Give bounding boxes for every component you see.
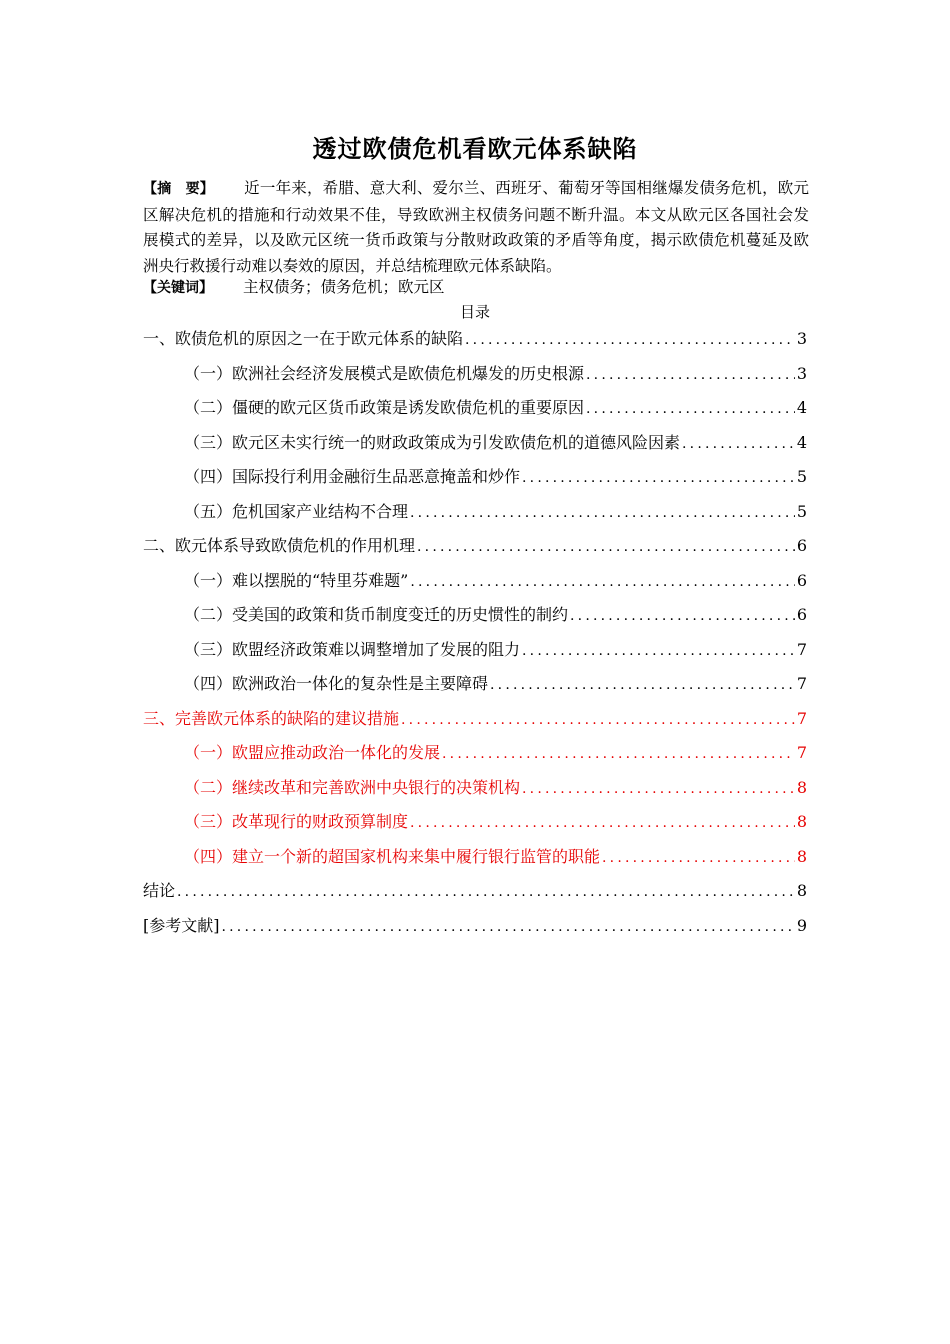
toc-dot-leader (520, 772, 795, 806)
toc-entry-page-number: 7 (796, 674, 807, 693)
toc-entry-page-number: 6 (796, 605, 807, 624)
keywords-text: 主权债务；债务危机；欧元区 (243, 278, 445, 296)
toc-entry[interactable] (143, 805, 807, 840)
toc-entry[interactable] (143, 667, 807, 702)
toc-entry-title: 二、欧元体系导致欧债危机的作用机理 (143, 536, 416, 555)
toc-entry[interactable] (143, 495, 807, 530)
toc-dot-leader (220, 910, 795, 944)
toc-entry[interactable] (143, 322, 807, 357)
toc-dot-leader (584, 358, 795, 392)
document-title: 透过欧债危机看欧元体系缺陷 (312, 135, 638, 163)
toc-entry[interactable] (143, 426, 807, 461)
toc-entry-page-number: 6 (796, 570, 807, 590)
toc-dot-leader (463, 323, 795, 357)
toc-entry[interactable] (143, 840, 807, 875)
toc-entry-title: （三）改革现行的财政预算制度 (184, 812, 409, 831)
toc-entry[interactable] (143, 771, 807, 806)
toc-dot-leader (415, 530, 795, 564)
toc-entry[interactable] (143, 391, 807, 426)
toc-dot-leader (520, 634, 795, 668)
toc-entry-title: 三、完善欧元体系的缺陷的建议措施 (143, 708, 400, 728)
toc-dot-leader (440, 737, 795, 771)
toc-heading: 目录 (459, 303, 490, 321)
toc-entry-title: （一）欧盟应推动政治一体化的发展 (184, 743, 441, 762)
toc-dot-leader (408, 496, 795, 530)
abstract-text: 近一年来，希腊、意大利、爱尔兰、西班牙、葡萄牙等国相继爆发债务危机，欧元区解决危机的措施和行动效果不佳，导致欧洲主权债务问题不断升温。本文从欧元区各国社会发展模式的差异，以及欧元区统一货币政策与分散财政政策的矛盾等角度，揭示欧债危机蔓延及欧洲央行救援行动难以奏效的原因，并总结梳理欧元体系缺陷。 (143, 179, 809, 275)
toc-entry[interactable] (143, 702, 807, 737)
toc-entry-page-number: 5 (796, 501, 807, 521)
abstract-paragraph (143, 176, 809, 279)
toc-entry[interactable] (143, 357, 807, 392)
toc-dot-leader (520, 461, 795, 495)
toc-entry-page-number: 8 (796, 881, 807, 900)
toc-entry-title: （五）危机国家产业结构不合理 (184, 501, 409, 521)
toc-entry-page-number: 3 (796, 363, 807, 383)
toc-entry[interactable] (143, 874, 807, 909)
toc-entry-title: 结论 (143, 881, 176, 900)
toc-entry[interactable] (143, 598, 807, 633)
toc-entry-title: （四）欧洲政治一体化的复杂性是主要障碍 (184, 674, 489, 693)
toc-entry[interactable] (143, 909, 807, 944)
toc-entry[interactable] (143, 529, 807, 564)
toc-entry-title: （二）继续改革和完善欧洲中央银行的决策机构 (184, 777, 521, 797)
toc-entry-title: （四）国际投行利用金融衍生品恶意掩盖和炒作 (184, 467, 521, 486)
toc-entry-page-number: 8 (796, 812, 807, 831)
toc-entry-page-number: 4 (796, 398, 807, 417)
toc-dot-leader (680, 427, 795, 461)
toc-dot-leader (600, 841, 795, 875)
toc-dot-leader (568, 599, 795, 633)
toc-dot-leader (399, 703, 795, 737)
keywords-line (143, 275, 809, 301)
toc-entry-title: （一）欧洲社会经济发展模式是欧债危机爆发的历史根源 (184, 363, 585, 383)
toc-entry-title: （三）欧盟经济政策难以调整增加了发展的阻力 (184, 639, 521, 659)
toc-dot-leader (584, 392, 795, 426)
toc-entry-page-number: 5 (796, 467, 807, 486)
toc-dot-leader (175, 875, 795, 909)
toc-entry-page-number: 3 (796, 329, 807, 348)
toc-dot-leader (408, 806, 795, 840)
toc-entry-page-number: 8 (796, 777, 807, 797)
toc-dot-leader (408, 565, 794, 599)
toc-entry-page-number: 7 (796, 639, 807, 659)
toc-entry-page-number: 9 (796, 915, 807, 935)
toc-entry-title: （三）欧元区未实行统一的财政政策成为引发欧债危机的道德风险因素 (184, 432, 681, 452)
toc-entry-page-number: 4 (796, 432, 807, 452)
toc-dot-leader (488, 668, 795, 702)
toc-entry[interactable] (143, 564, 807, 599)
toc-entry-page-number: 7 (796, 743, 807, 762)
toc-entry[interactable] (143, 736, 807, 771)
toc-entry-page-number: 7 (796, 708, 807, 728)
toc-entry[interactable] (143, 633, 807, 668)
keywords-label: 【关键词】 (143, 280, 213, 296)
toc-entry-title: （二）受美国的政策和货币制度变迁的历史惯性的制约 (184, 605, 569, 624)
toc-entry-title: （四）建立一个新的超国家机构来集中履行银行监管的职能 (184, 846, 601, 866)
toc-entry-title: [参考文献] (143, 915, 220, 935)
toc-entry-title: （一）难以摆脱的“特里芬难题” (184, 570, 409, 590)
abstract-label: 【摘 要】 (143, 181, 214, 197)
toc-entry-page-number: 8 (796, 846, 807, 866)
toc-entry-title: 一、欧债危机的原因之一在于欧元体系的缺陷 (143, 329, 464, 348)
table-of-contents (143, 322, 807, 943)
toc-entry-title: （二）僵硬的欧元区货币政策是诱发欧债危机的重要原因 (184, 398, 585, 417)
toc-entry[interactable] (143, 460, 807, 495)
toc-entry-page-number: 6 (796, 536, 807, 555)
